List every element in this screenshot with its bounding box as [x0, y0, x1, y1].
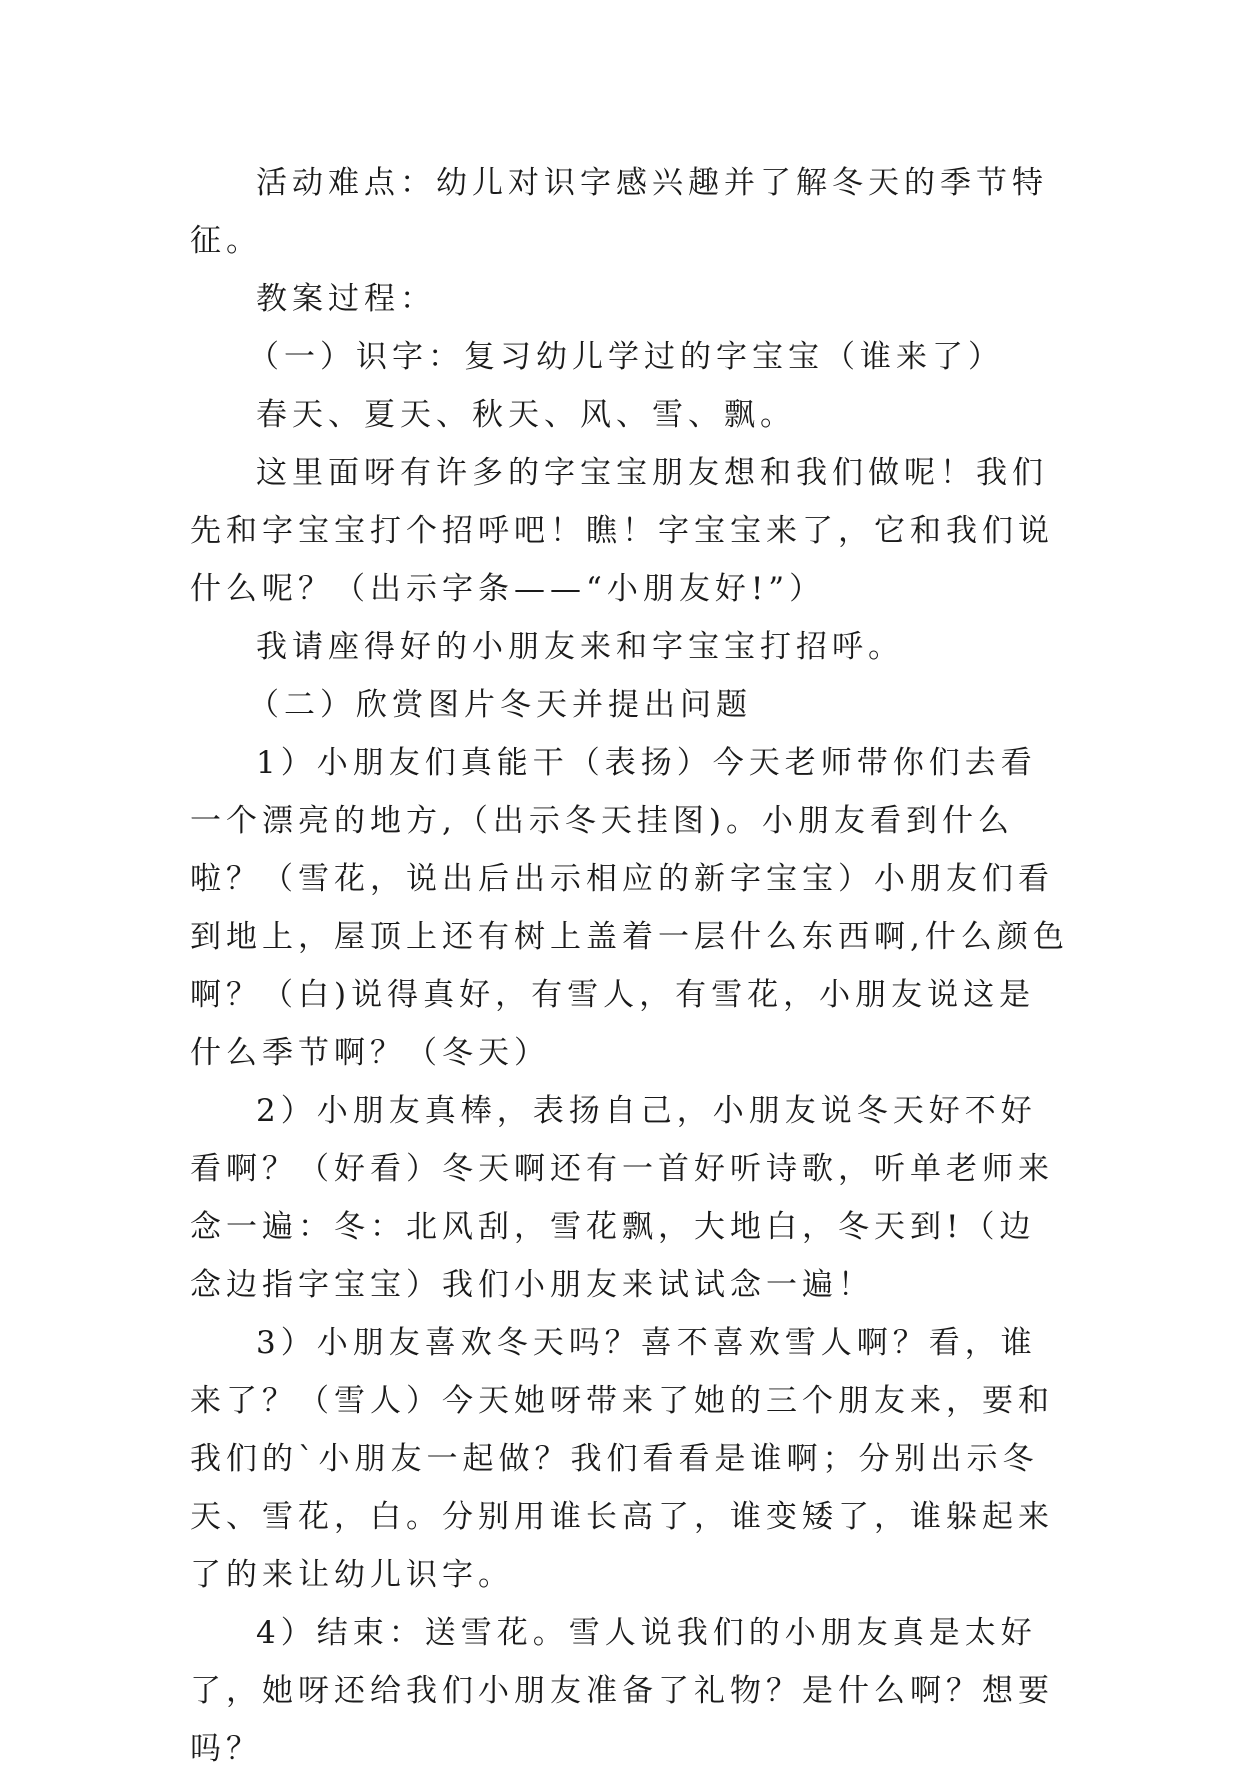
paragraph-step-2: 2）小朋友真棒，表扬自己，小朋友说冬天好不好看啊？（好看）冬天啊还有一首好听诗歌，听单老师来念一遍：冬：北风刮，雪花飘，大地白，冬天到!（边念边指字宝宝）我们小朋友来试试念一遍！	[190, 1093, 1054, 1303]
paragraph-step-3: 3）小朋友喜欢冬天吗？喜不喜欢雪人啊？看，谁来了？（雪人）今天她呀带来了她的三个朋友来，要和我们的`小朋友一起做？我们看看是谁啊；分别出示冬天、雪花，白。分别用谁长高了，谁变矮了，谁躲起来了的来让幼儿识字。	[190, 1325, 1054, 1593]
paragraph-review-words: 春天、夏天、秋天、风、雪、飘。	[256, 397, 796, 433]
paragraph-step-4: 4）结束：送雪花。雪人说我们的小朋友真是太好了，她呀还给我们小朋友准备了礼物？是什么啊？想要吗？	[190, 1615, 1054, 1767]
document-page	[190, 154, 1070, 1778]
paragraph-process-heading: 教案过程：	[256, 281, 436, 317]
paragraph-difficulty: 活动难点：幼儿对识字感兴趣并了解冬天的季节特征。	[190, 165, 1048, 259]
paragraph-greeting: 这里面呀有许多的字宝宝朋友想和我们做呢！我们先和字宝宝打个招呼吧！瞧！字宝宝来了，它和我们说什么呢？（出示字条——“小朋友好!”）	[190, 455, 1054, 607]
paragraph-say-hello: 我请座得好的小朋友来和字宝宝打招呼。	[256, 629, 904, 665]
paragraph-step-1: 1）小朋友们真能干（表扬）今天老师带你们去看一个漂亮的地方,（出示冬天挂图)。小朋友看到什么啦？（雪花，说出后出示相应的新字宝宝）小朋友们看到地上，屋顶上还有树上盖着一层什么东西啊,什么颜色啊？（白)说得真好，有雪人，有雪花，小朋友说这是什么季节啊？（冬天）	[190, 745, 1069, 1071]
paragraph-section-one: （一）识字：复习幼儿学过的字宝宝（谁来了）	[248, 339, 1004, 375]
paragraph-section-two: （二）欣赏图片冬天并提出问题	[248, 687, 752, 723]
